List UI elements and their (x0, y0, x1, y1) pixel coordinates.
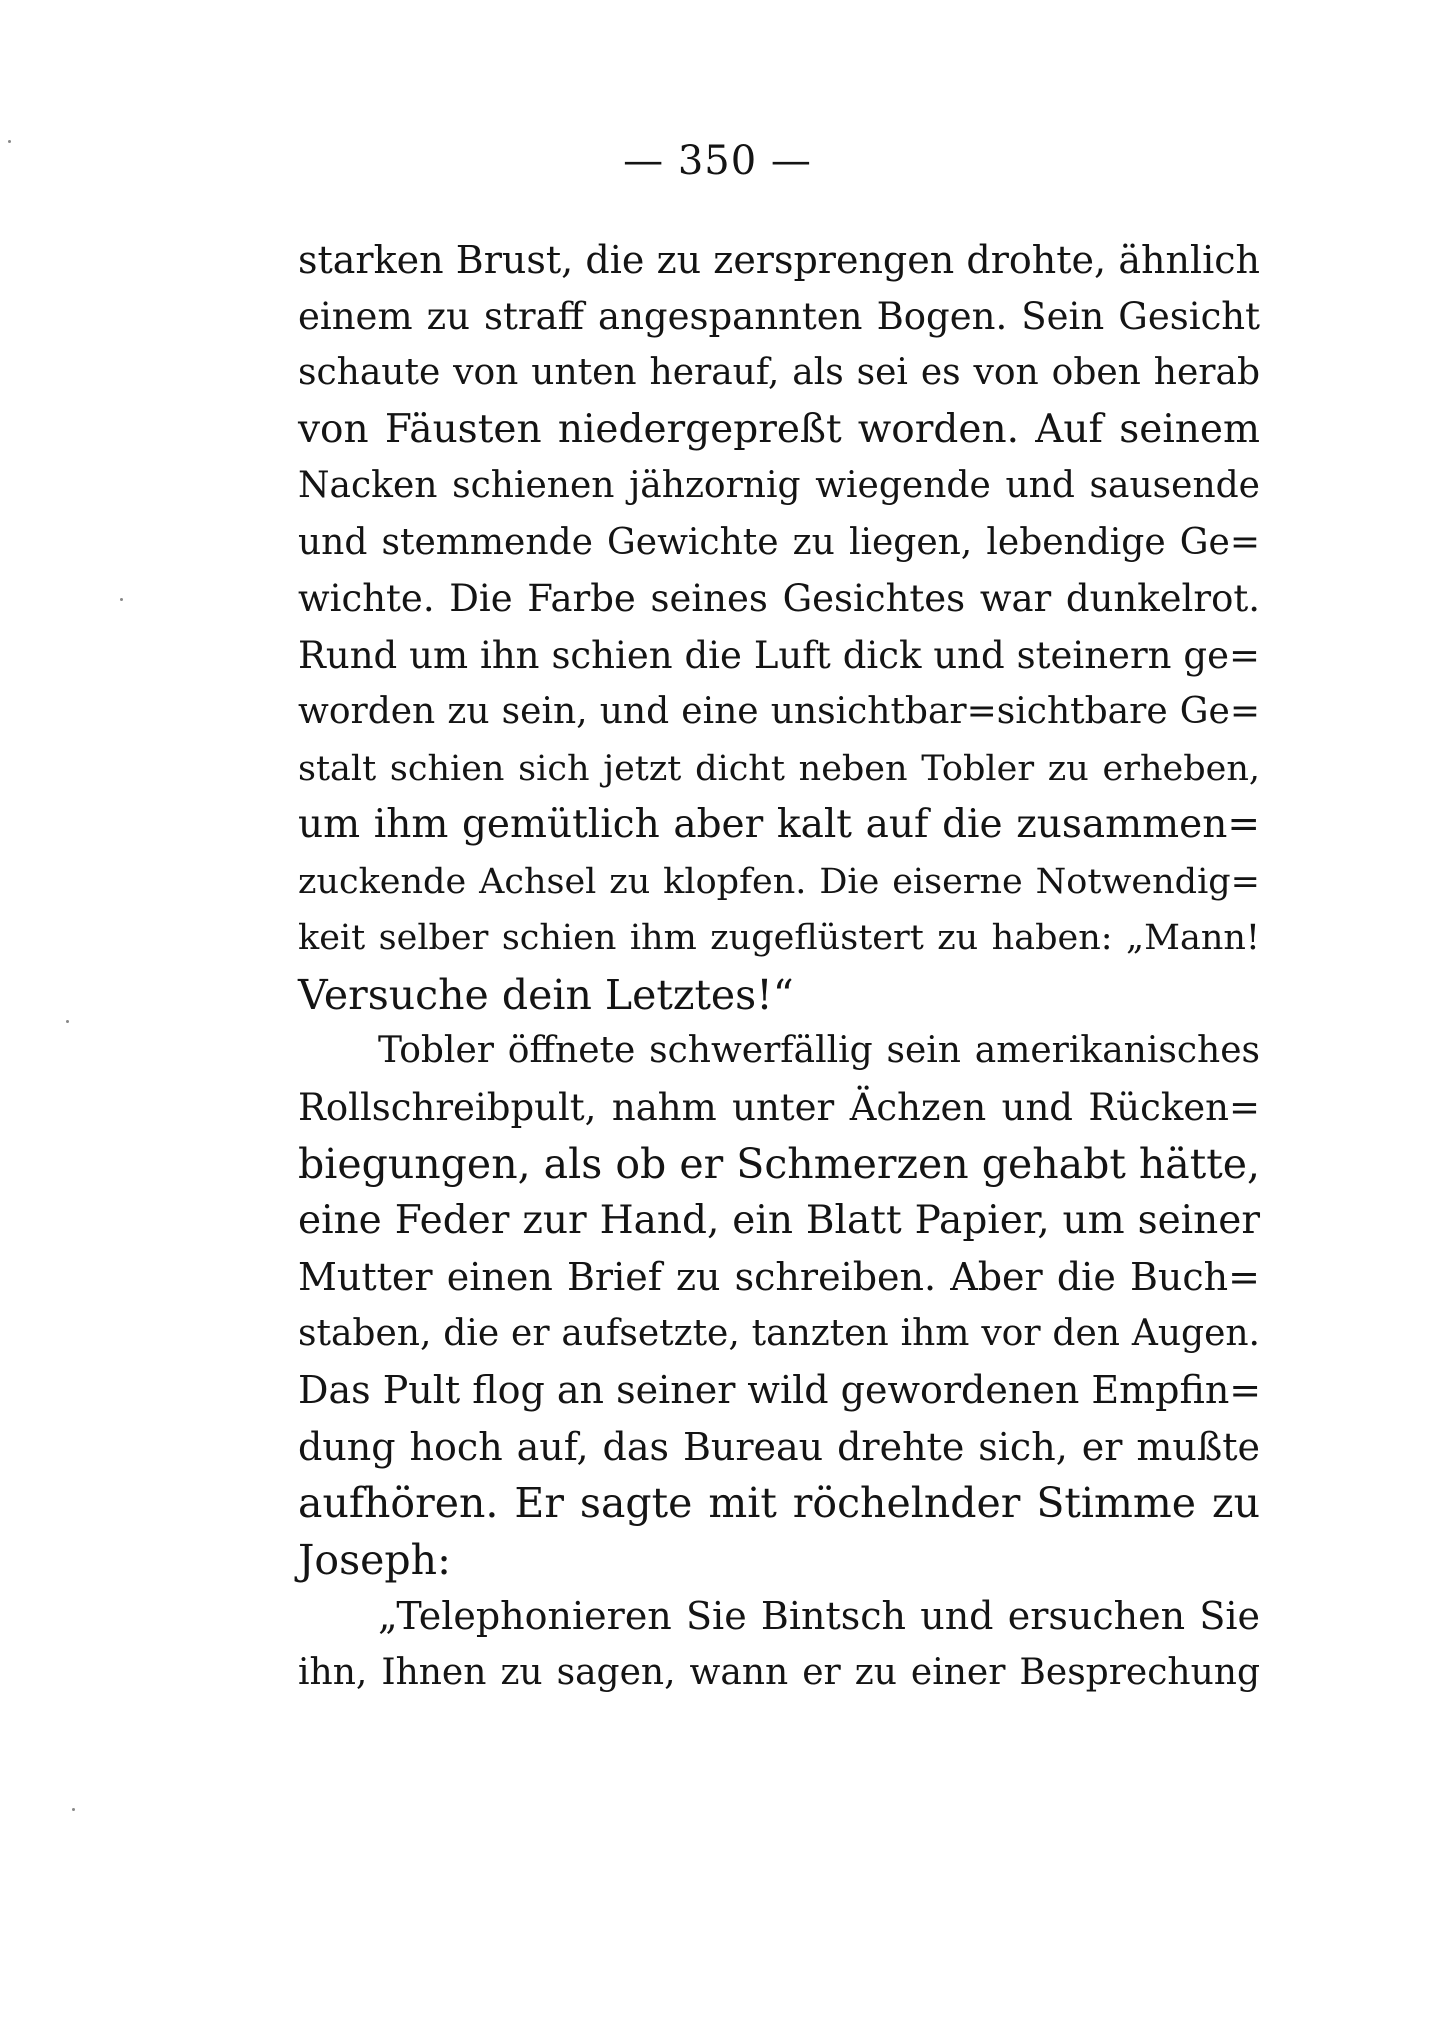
page-number: — 350 — (623, 138, 812, 184)
text-line: Rollschreibpult, nahm unter Ächzen und Rücken= (298, 1085, 1260, 1129)
scan-speck (8, 140, 11, 143)
text-line: Rund um ihn schien die Luft dick und steinern ge= (298, 633, 1260, 677)
text-line: Versuche dein Letztes!“ (298, 970, 794, 1019)
text-line: starken Brust, die zu zersprengen drohte, ähnlich (298, 238, 1260, 282)
text-line: Mutter einen Brief zu schreiben. Aber die Buch= (298, 1255, 1260, 1299)
text-line: aufhören. Er sagte mit röchelnder Stimme zu (298, 1479, 1260, 1527)
text-line: Tobler öffnete schwerfällig sein amerikanisches (378, 1030, 1260, 1071)
text-line: „Telephonieren Sie Bintsch und ersuchen Sie (378, 1594, 1260, 1638)
text-line: dung hoch auf, das Bureau drehte sich, er mußte (298, 1424, 1260, 1469)
text-line: und stemmende Gewichte zu liegen, lebendige Ge= (298, 521, 1260, 563)
text-line: keit selber schien ihm zugeflüstert zu haben: „Mann! (298, 918, 1260, 958)
text-line: wichte. Die Farbe seines Gesichtes war dunkelrot. (298, 577, 1260, 620)
scan-speck (120, 598, 123, 601)
text-line: zuckende Achsel zu klopfen. Die eiserne Notwendig= (298, 861, 1260, 902)
text-line: einem zu straff angespannten Bogen. Sein Gesicht (298, 294, 1260, 338)
scan-speck (66, 1020, 69, 1023)
text-line: von Fäusten niedergepreßt worden. Auf seinem (298, 406, 1260, 452)
text-line: stalt schien sich jetzt dicht neben Tobler zu erheben, (298, 748, 1260, 789)
body-text (298, 232, 1260, 1701)
text-line: Das Pult flog an seiner wild gewordenen Empfin= (298, 1368, 1262, 1412)
text-line: Nacken schienen jähzornig wiegende und sausende (298, 465, 1260, 506)
text-line: schaute von unten herauf, als sei es von oben herab (298, 352, 1260, 393)
text-line: ihn, Ihnen zu sagen, wann er zu einer Besprechung (298, 1651, 1260, 1693)
text-line: worden zu sein, und eine unsichtbar=sichtbare Ge= (298, 691, 1260, 732)
text-line: biegungen, als ob er Schmerzen gehabt hätte, (298, 1140, 1260, 1188)
text-line: Joseph: (298, 1535, 451, 1584)
scan-speck (72, 1808, 75, 1811)
text-line: um ihm gemütlich aber kalt auf die zusammen= (298, 802, 1260, 847)
text-line: eine Feder zur Hand, ein Blatt Papier, um seiner (298, 1197, 1260, 1243)
text-line: staben, die er aufsetzte, tanzten ihm vor den Augen. (298, 1312, 1260, 1354)
